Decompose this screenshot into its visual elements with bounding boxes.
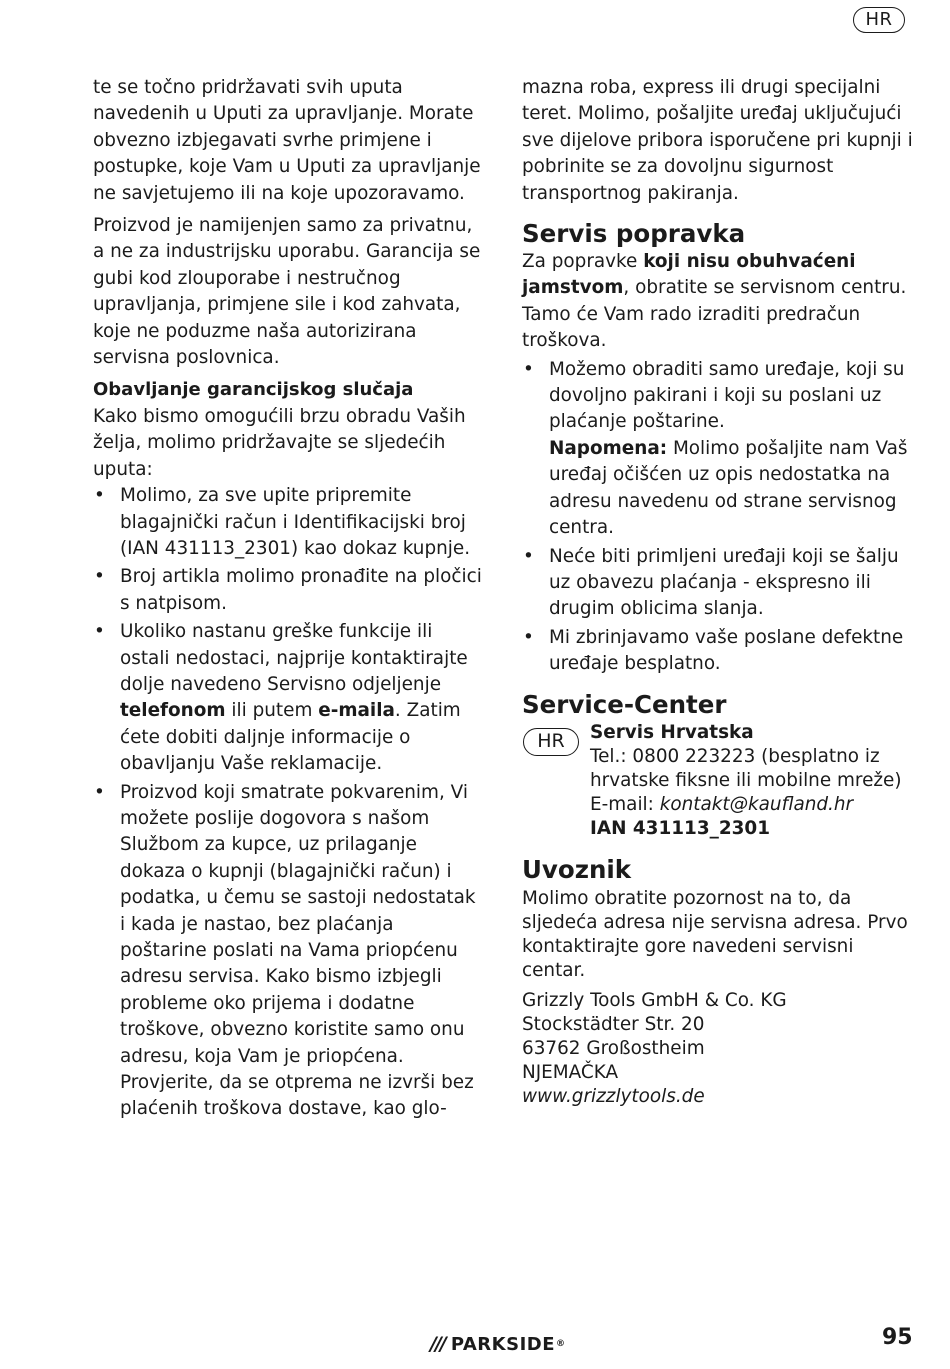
service-phone: Tel.: 0800 223223 (besplatno iz hrvatske fiksne ili mobilne mreže) <box>590 745 902 791</box>
emphasis: e-maila <box>318 700 395 722</box>
paragraph: Proizvod je namijenjen samo za privatnu, a ne za industrijsku uporabu. Garancija se gubi kod zlouporabe i nestručnog upravljanja, primjene sile i kod zahvata, koje ne poduzme naša autorizirana servisna poslovnica. <box>93 215 481 369</box>
address-line: NJEMAČKA <box>522 1061 619 1083</box>
note <box>549 436 917 542</box>
language-badge: HR <box>853 7 905 33</box>
service-name: Servis Hrvatska <box>590 721 754 743</box>
paragraph: mazna roba, express ili drugi specijalni teret. Molimo, pošaljite uređaj uključujući sve dijelove pribora isporučene pri kupnji i pobrinite se za dovoljnu sigurnost transportnog pakiranja. <box>522 77 913 204</box>
service-email-line <box>590 793 917 817</box>
logo-mark: /// <box>430 1333 445 1355</box>
emphasis: koji nisu obuhvaćeni jamstvom <box>522 251 856 299</box>
list-item <box>93 564 483 617</box>
text: , obratite se servisnom centru. Tamo će Vam rado izraditi predračun troškova. <box>522 277 907 352</box>
list-item <box>93 483 483 562</box>
list-item-text: Molimo, za sve upite pripremite blagajnički račun i Identifikacijski broj (IAN 431113_2301) kao dokaz kupnje. <box>120 485 471 559</box>
list-item-text: ili putem <box>225 700 319 722</box>
address-line: Stockstädter Str. 20 <box>522 1013 705 1035</box>
list-item-text: Ukoliko nastanu greške funkcije ili ostali nedostaci, najprije kontaktirajte dolje navedeno Servisno odjeljenje <box>120 621 468 695</box>
list-item <box>522 544 917 623</box>
paragraph: Molimo obratite pozornost na to, da sljedeća adresa nije servisna adresa. Prvo kontaktirajte gore navedeni servisni centar. <box>522 887 908 981</box>
importer-address <box>522 989 917 1109</box>
right-column <box>522 75 917 1109</box>
paragraph <box>522 249 917 355</box>
importer-heading: Uvoznik <box>522 854 632 884</box>
email-label: E-mail: <box>590 793 660 815</box>
repair-list <box>522 357 917 678</box>
email-link[interactable]: kontakt@kaufland.hr <box>659 793 854 815</box>
page-number: 95 <box>882 1325 913 1350</box>
emphasis: telefonom <box>120 700 226 722</box>
service-center-heading: Service-Center <box>522 689 727 719</box>
list-item-text: Proizvod koji smatrate pokvarenim, Vi možete poslije dogovora s našom Službom za kupce, uz prilaganje dokaza o kupnji (blagajnički račun) i podatka, u čemu se sastoji nedostatak i kada je nastao, bez plaćanja poštarine poslati na Vama priopćenu adresu servisa. Kako bismo izbjegli probleme oko prijema i dodatne troškove, obvezno koristite samo onu adresu, koja Vam je priopćena. Provjerite, da se otprema ne izvrši bez plaćenih troškova dostave, kao glo- <box>120 781 476 1120</box>
website-link[interactable]: www.grizzlytools.de <box>522 1085 705 1107</box>
list-item-text: Broj artikla molimo pronađite na pločici s natpisom. <box>120 566 482 614</box>
logo-text: PARKSIDE <box>450 1333 556 1355</box>
list-item-text: . Zatim ćete dobiti daljnje informacije o obavljanju Vaše reklamacije. <box>120 700 461 775</box>
paragraph: Kako bismo omogućili brzu obradu Vaših želja, molimo pridržavajte se sljedećih uputa: <box>93 405 466 480</box>
left-column <box>93 75 483 1125</box>
warranty-list <box>93 483 483 1123</box>
note-label: Napomena: <box>549 437 668 459</box>
service-center-block <box>522 721 917 841</box>
address-line: 63762 Großostheim <box>522 1037 705 1059</box>
list-item <box>522 357 917 542</box>
service-ian: IAN 431113_2301 <box>590 817 771 839</box>
address-line: Grizzly Tools GmbH & Co. KG <box>522 989 787 1011</box>
note-text: Molimo pošaljite nam Vaš uređaj očišćen uz opis nedostatka na adresu navedenu od strane servisnog centra. <box>549 437 908 539</box>
list-item <box>93 780 483 1123</box>
warranty-claim-heading: Obavljanje garancijskog slučaja <box>93 379 414 401</box>
list-item-text: Možemo obraditi samo uređaje, koji su dovoljno pakirani i koji su poslani uz plaćanje poštarine. <box>549 358 905 433</box>
list-item <box>522 625 917 678</box>
repair-service-heading: Servis popravka <box>522 219 746 249</box>
country-badge: HR <box>523 728 579 756</box>
paragraph: te se točno pridržavati svih uputa navedenih u Uputi za upravljanje. Morate obvezno izbjegavati svrhe primjene i postupke, koje Vam u Uputi za upravljanje ne savjetujemo ili na koje upozoravamo. <box>93 77 481 204</box>
text: Za popravke <box>522 251 644 273</box>
parkside-logo <box>430 1333 566 1355</box>
list-item-text: Neće biti primljeni uređaji koji se šalju uz obavezu plaćanja - ekspresno ili drugim oblicima slanja. <box>549 545 899 620</box>
registered-mark: ® <box>556 1339 566 1349</box>
list-item <box>93 619 483 777</box>
list-item-text: Mi zbrinjavamo vaše poslane defektne uređaje besplatno. <box>549 626 904 675</box>
